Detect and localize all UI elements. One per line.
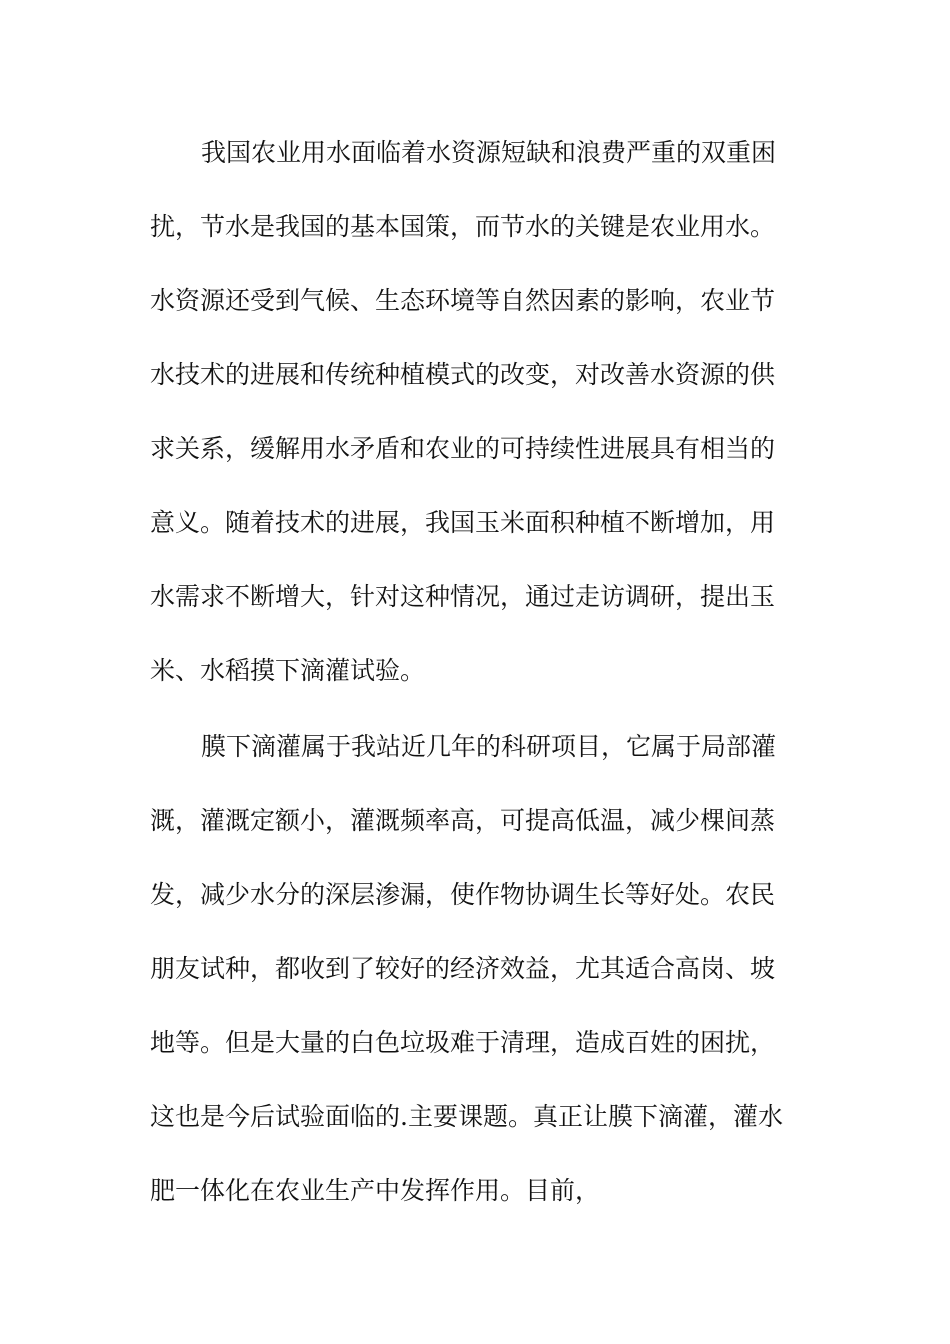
paragraph-1-line-3: 水资源还受到气候、生态环境等自然因素的影响，农业节 [150,286,776,315]
paragraph-1-line-2: 扰，节水是我国的基本国策，而节水的关键是农业用水。 [150,212,776,241]
paragraph-1-line-5: 求关系，缓解用水矛盾和农业的可持续性进展具有相当的 [150,434,776,463]
paragraph-2-line-2: 溉，灌溉定额小，灌溉频率高，可提高低温，减少棵间蒸 [150,806,776,835]
paragraph-1-line-7: 水需求不断增大，针对这种情况，通过走访调研，提出玉 [150,582,776,611]
paragraph-1-line-4: 水技术的进展和传统种植模式的改变，对改善水资源的供 [150,360,776,389]
paragraph-2-line-3: 发，减少水分的深层渗漏，使作物协调生长等好处。农民 [150,880,776,909]
paragraph-2-line-7: 肥一体化在农业生产中发挥作用。目前， [150,1176,601,1205]
paragraph-1-line-8: 米、水稻摸下滴灌试验。 [150,656,426,685]
paragraph-2-line-6: 这也是今后试验面临的.主要课题。真正让膜下滴灌，灌水 [150,1102,783,1131]
paragraph-2-line-1: 膜下滴灌属于我站近几年的科研项目，它属于局部灌 [201,732,777,761]
paragraph-1-line-6: 意义。随着技术的进展，我国玉米面积种植不断增加，用 [150,508,776,537]
paragraph-2-line-4: 朋友试种，都收到了较好的经济效益，尤其适合高岗、坡 [150,954,776,983]
paragraph-1-line-1: 我国农业用水面临着水资源短缺和浪费严重的双重困 [201,138,777,167]
paragraph-2-line-5: 地等。但是大量的白色垃圾难于清理，造成百姓的困扰， [150,1028,776,1057]
